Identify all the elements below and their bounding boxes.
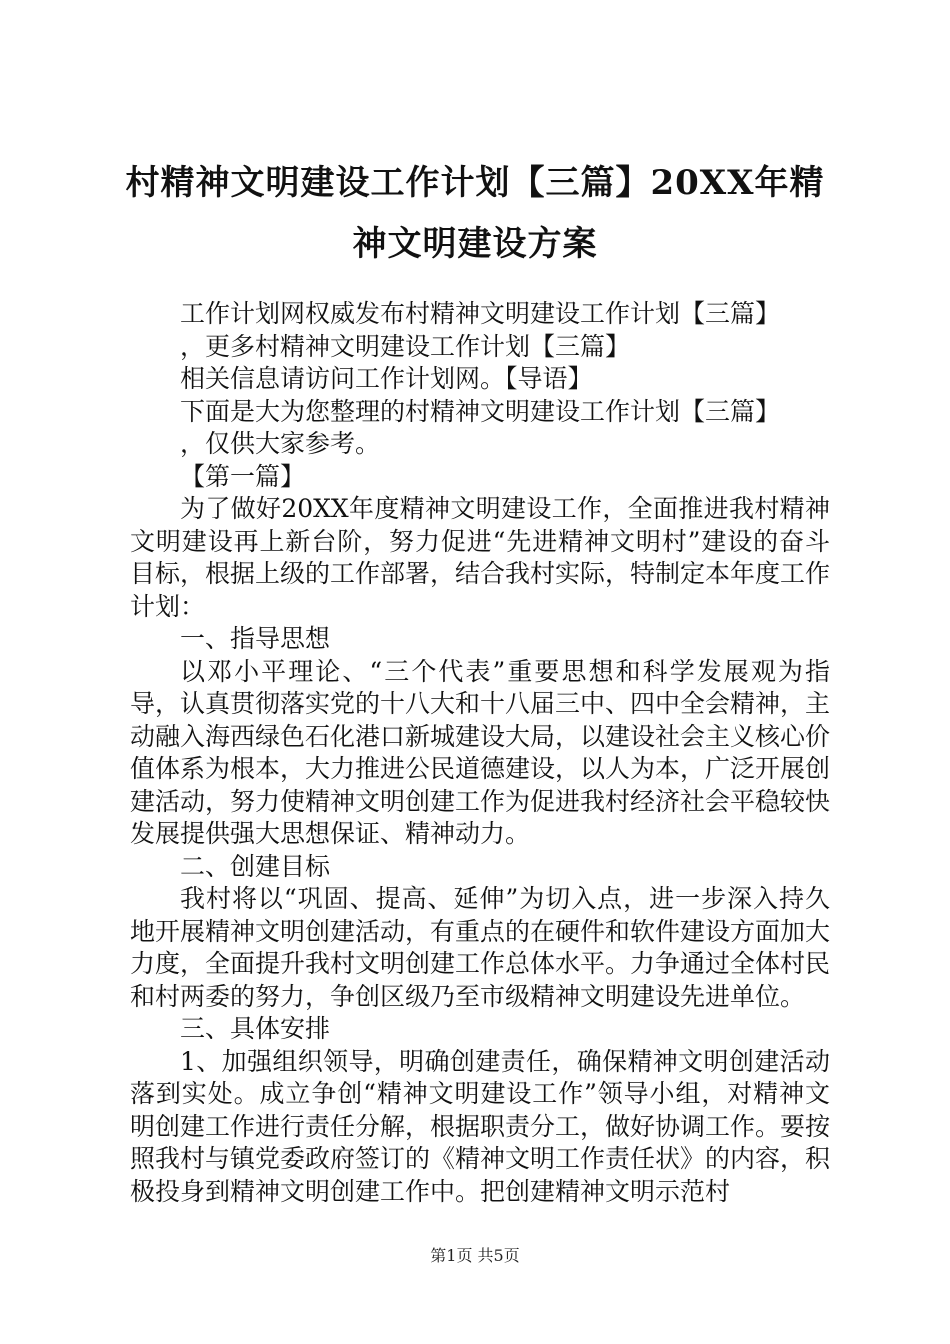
intro-line: ，更多村精神文明建设工作计划【三篇】 (180, 331, 631, 361)
paragraph: 以邓小平理论、“三个代表”重要思想和科学发展观为指导，认真贯彻落实党的十八大和十八届三中、四中全会精神，主动融入海西绿色石化港口新城建设大局，以建设社会主义核心价值体系为根本，大力推进公民道德建设，以人为本，广泛开展创建活动，努力使精神文明创建工作为促进我村经济社会平稳较快发展提供强大思想保证、精神动力。 (130, 656, 831, 848)
paragraph: 1、加强组织领导，明确创建责任，确保精神文明创建活动落到实处。成立争创“精神文明建设工作”领导小组，对精神文明创建工作进行责任分解，根据职责分工，做好协调工作。要按照我村与镇党委政府签订的《精神文明工作责任状》的内容，积极投身到精神文明创建工作中。把创建精神文明示范村 (130, 1046, 831, 1206)
document-title-line-1: 村精神文明建设工作计划【三篇】20XX年精 (125, 163, 825, 203)
section-heading: 一、指导思想 (180, 624, 331, 653)
section-label: 【第一篇】 (180, 461, 306, 491)
document-body (130, 298, 830, 1208)
section-heading: 二、创建目标 (180, 851, 331, 881)
intro-line: 工作计划网权威发布村精神文明建设工作计划【三篇】 (180, 299, 781, 328)
section-heading: 三、具体安排 (180, 1014, 331, 1043)
intro-line: ，仅供大家参考。 (180, 429, 381, 458)
paragraph: 我村将以“巩固、提高、延伸”为切入点，进一步深入持久地开展精神文明创建活动，有重点的在硬件和软件建设方面加大力度，全面提升我村文明创建工作总体水平。力争通过全体村民和村两委的努力，争创区级乃至市级精神文明建设先进单位。 (130, 884, 831, 1011)
intro-line: 下面是大为您整理的村精神文明建设工作计划【三篇】 (180, 396, 781, 426)
document-title-line-2: 神文明建设方案 (352, 224, 598, 264)
paragraph: 为了做好20XX年度精神文明建设工作，全面推进我村精神文明建设再上新台阶，努力促进“先进精神文明村”建设的奋斗目标，根据上级的工作部署，结合我村实际，特制定本年度工作计划： (130, 494, 831, 621)
intro-line: 相关信息请访问工作计划网。【导语】 (180, 364, 593, 393)
page-footer: 第1页 共5页 (430, 1246, 520, 1265)
